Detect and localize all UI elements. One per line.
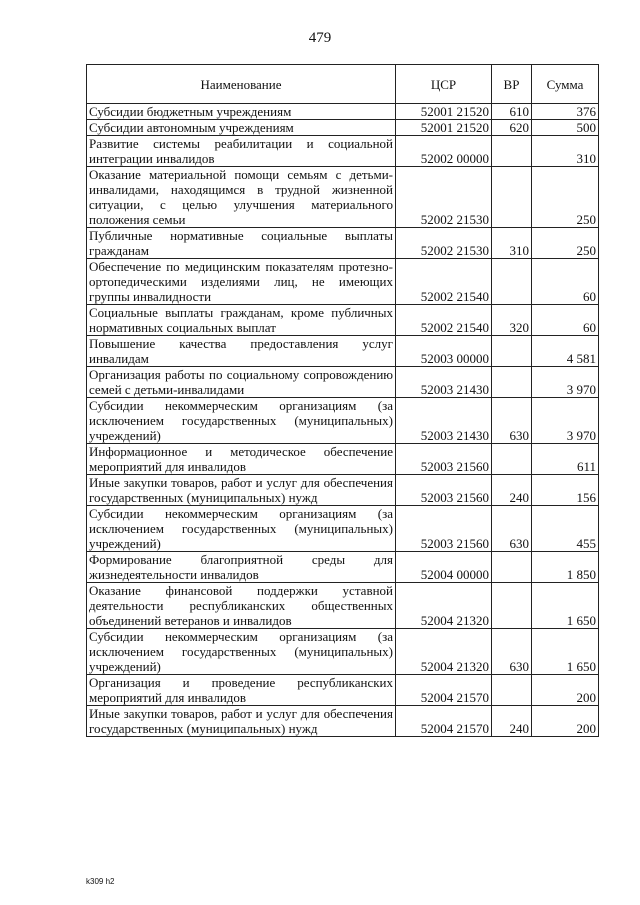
cell-vr: 240 bbox=[492, 706, 532, 737]
cell-vr: 630 bbox=[492, 629, 532, 675]
cell-name: Иные закупки товаров, работ и услуг для обеспечения государственных (муниципальных) нужд bbox=[87, 706, 396, 737]
table-row bbox=[87, 475, 599, 506]
cell-sum: 1 850 bbox=[532, 552, 599, 583]
cell-csr: 52004 21320 bbox=[396, 629, 492, 675]
table-row bbox=[87, 367, 599, 398]
cell-csr: 52004 21570 bbox=[396, 706, 492, 737]
cell-name: Субсидии некоммерческим организациям (за исключением государственных (муниципальных) учреждений) bbox=[87, 506, 396, 552]
table-row bbox=[87, 120, 599, 136]
cell-csr: 52002 21530 bbox=[396, 228, 492, 259]
cell-vr bbox=[492, 136, 532, 167]
cell-sum: 4 581 bbox=[532, 336, 599, 367]
header-vr: ВР bbox=[492, 65, 532, 104]
cell-vr: 630 bbox=[492, 398, 532, 444]
cell-csr: 52001 21520 bbox=[396, 104, 492, 120]
table-row bbox=[87, 305, 599, 336]
cell-name: Оказание материальной помощи семьям с детьми-инвалидами, находящимся в трудной жизненной ситуации, с целью улучшения материального положения семьи bbox=[87, 167, 396, 228]
cell-name: Информационное и методическое обеспечение мероприятий для инвалидов bbox=[87, 444, 396, 475]
table-row bbox=[87, 629, 599, 675]
cell-vr bbox=[492, 675, 532, 706]
table-row bbox=[87, 259, 599, 305]
cell-vr: 240 bbox=[492, 475, 532, 506]
cell-vr bbox=[492, 583, 532, 629]
table-row bbox=[87, 706, 599, 737]
cell-sum: 250 bbox=[532, 228, 599, 259]
table-header-row bbox=[87, 65, 599, 104]
cell-sum: 455 bbox=[532, 506, 599, 552]
footer-code: k309 h2 bbox=[86, 877, 115, 886]
table-row bbox=[87, 552, 599, 583]
cell-vr: 630 bbox=[492, 506, 532, 552]
cell-vr: 310 bbox=[492, 228, 532, 259]
table-row bbox=[87, 675, 599, 706]
cell-name: Субсидии некоммерческим организациям (за исключением государственных (муниципальных) учреждений) bbox=[87, 629, 396, 675]
cell-name: Иные закупки товаров, работ и услуг для обеспечения государственных (муниципальных) нужд bbox=[87, 475, 396, 506]
cell-name: Организация и проведение республиканских мероприятий для инвалидов bbox=[87, 675, 396, 706]
cell-vr bbox=[492, 336, 532, 367]
cell-name: Публичные нормативные социальные выплаты гражданам bbox=[87, 228, 396, 259]
cell-csr: 52004 21570 bbox=[396, 675, 492, 706]
cell-csr: 52003 21560 bbox=[396, 506, 492, 552]
table-row bbox=[87, 104, 599, 120]
cell-csr: 52002 21540 bbox=[396, 259, 492, 305]
table-row bbox=[87, 136, 599, 167]
cell-name: Социальные выплаты гражданам, кроме публичных нормативных социальных выплат bbox=[87, 305, 396, 336]
header-csr: ЦСР bbox=[396, 65, 492, 104]
cell-sum: 3 970 bbox=[532, 398, 599, 444]
table-row bbox=[87, 228, 599, 259]
budget-table bbox=[86, 64, 599, 737]
cell-vr: 620 bbox=[492, 120, 532, 136]
cell-csr: 52002 00000 bbox=[396, 136, 492, 167]
cell-name: Обеспечение по медицинским показателям протезно-ортопедическими изделиями лиц, не имеющих группы инвалидности bbox=[87, 259, 396, 305]
cell-csr: 52004 21320 bbox=[396, 583, 492, 629]
cell-csr: 52003 21560 bbox=[396, 444, 492, 475]
cell-name: Оказание финансовой поддержки уставной деятельности республиканских общественных объединений ветеранов и инвалидов bbox=[87, 583, 396, 629]
cell-sum: 376 bbox=[532, 104, 599, 120]
cell-sum: 3 970 bbox=[532, 367, 599, 398]
cell-sum: 60 bbox=[532, 259, 599, 305]
cell-name: Субсидии бюджетным учреждениям bbox=[87, 104, 396, 120]
table-row bbox=[87, 167, 599, 228]
cell-csr: 52003 21430 bbox=[396, 367, 492, 398]
page-number: 479 bbox=[308, 30, 332, 46]
cell-name: Субсидии автономным учреждениям bbox=[87, 120, 396, 136]
cell-vr bbox=[492, 444, 532, 475]
cell-csr: 52003 21430 bbox=[396, 398, 492, 444]
cell-sum: 611 bbox=[532, 444, 599, 475]
cell-name: Субсидии некоммерческим организациям (за исключением государственных (муниципальных) учреждений) bbox=[87, 398, 396, 444]
header-name: Наименование bbox=[87, 65, 396, 104]
table-row bbox=[87, 398, 599, 444]
cell-name: Формирование благоприятной среды для жизнедеятельности инвалидов bbox=[87, 552, 396, 583]
table-row bbox=[87, 444, 599, 475]
cell-sum: 156 bbox=[532, 475, 599, 506]
table-row bbox=[87, 336, 599, 367]
cell-csr: 52001 21520 bbox=[396, 120, 492, 136]
cell-sum: 250 bbox=[532, 167, 599, 228]
cell-sum: 60 bbox=[532, 305, 599, 336]
cell-vr bbox=[492, 259, 532, 305]
table-row bbox=[87, 506, 599, 552]
cell-name: Организация работы по социальному сопровождению семей с детьми-инвалидами bbox=[87, 367, 396, 398]
cell-csr: 52002 21530 bbox=[396, 167, 492, 228]
cell-vr: 320 bbox=[492, 305, 532, 336]
cell-csr: 52003 21560 bbox=[396, 475, 492, 506]
cell-csr: 52002 21540 bbox=[396, 305, 492, 336]
header-sum: Сумма bbox=[532, 65, 599, 104]
cell-csr: 52004 00000 bbox=[396, 552, 492, 583]
cell-name: Повышение качества предоставления услуг инвалидам bbox=[87, 336, 396, 367]
cell-sum: 310 bbox=[532, 136, 599, 167]
cell-sum: 500 bbox=[532, 120, 599, 136]
cell-vr bbox=[492, 552, 532, 583]
cell-sum: 1 650 bbox=[532, 583, 599, 629]
cell-vr bbox=[492, 367, 532, 398]
cell-vr bbox=[492, 167, 532, 228]
table-row bbox=[87, 583, 599, 629]
cell-sum: 200 bbox=[532, 706, 599, 737]
cell-csr: 52003 00000 bbox=[396, 336, 492, 367]
table-body bbox=[87, 104, 599, 737]
cell-vr: 610 bbox=[492, 104, 532, 120]
cell-name: Развитие системы реабилитации и социальной интеграции инвалидов bbox=[87, 136, 396, 167]
cell-sum: 200 bbox=[532, 675, 599, 706]
cell-sum: 1 650 bbox=[532, 629, 599, 675]
